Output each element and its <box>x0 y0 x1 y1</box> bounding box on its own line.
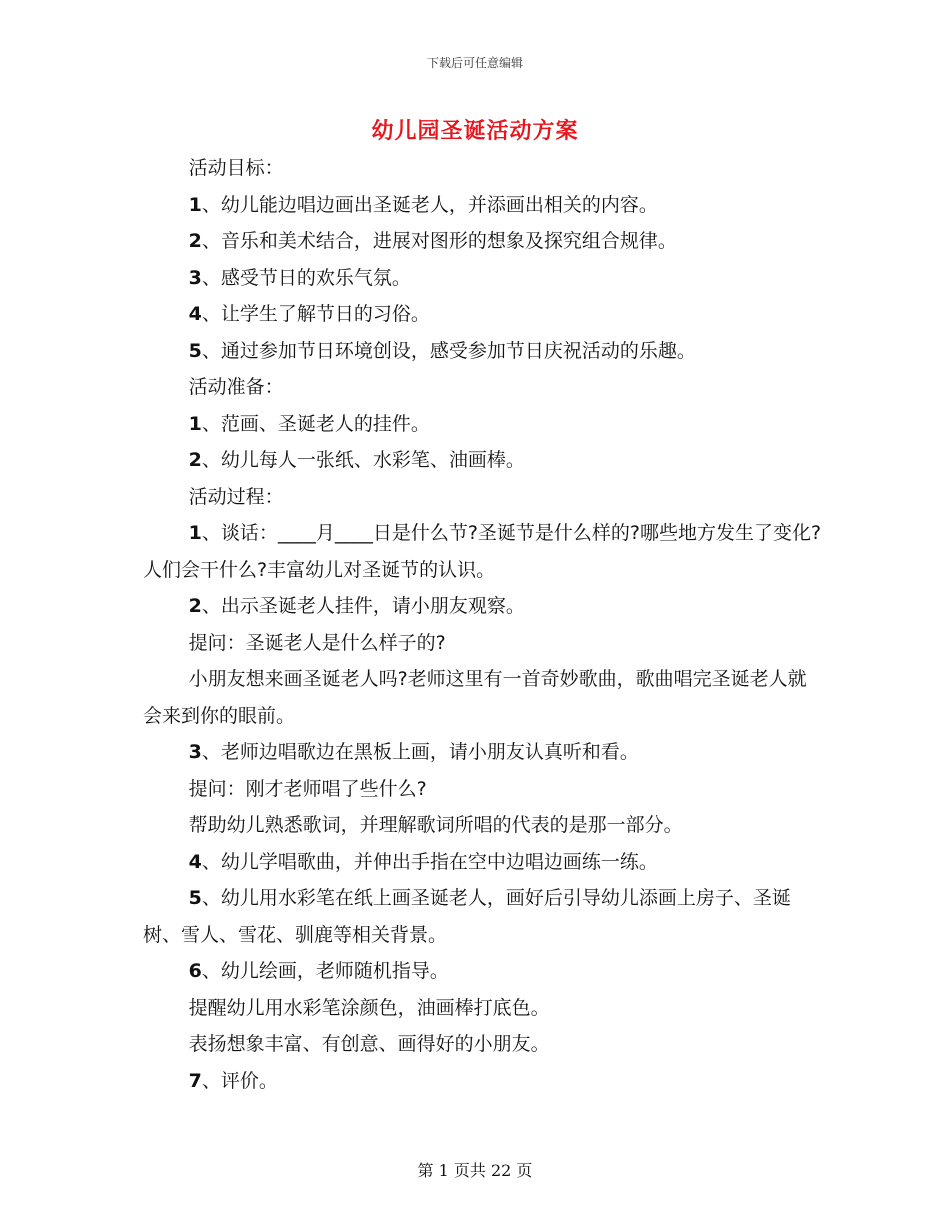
paragraph-text: 、幼儿能边唱边画出圣诞老人，并添画出相关的内容。 <box>201 193 658 216</box>
item-number: 6 <box>188 960 202 982</box>
paragraph <box>143 515 823 588</box>
paragraph-text: 表扬想象丰富、有创意、画得好的小朋友。 <box>188 1033 550 1055</box>
paragraph <box>143 479 823 516</box>
page-header: 下载后可任意编辑 <box>426 56 523 70</box>
paragraph <box>143 333 823 370</box>
paragraph <box>143 661 823 734</box>
paragraph <box>143 734 823 771</box>
paragraph <box>143 187 823 224</box>
paragraph <box>143 807 823 844</box>
paragraph <box>143 990 823 1027</box>
paragraph-text: 提问：圣诞老人是什么样子的? <box>188 631 446 654</box>
paragraph <box>143 150 823 187</box>
item-number: 5 <box>188 887 202 909</box>
item-number: 2 <box>188 595 202 617</box>
item-number: 4 <box>188 850 202 873</box>
paragraph <box>143 1026 823 1063</box>
paragraph <box>143 771 823 808</box>
paragraph <box>143 844 823 881</box>
item-number: 2 <box>188 230 202 252</box>
paragraph-text: 、出示圣诞老人挂件，请小朋友观察。 <box>201 595 525 617</box>
paragraph <box>143 369 823 406</box>
paragraph-text: 、幼儿学唱歌曲，并伸出手指在空中边唱边画练一练。 <box>201 850 658 873</box>
paragraph-text: 、谈话：____月____日是什么节?圣诞节是什么样的?哪些地方发生了变化?人们会干什么?丰富幼儿对圣诞节的认识。 <box>143 522 822 581</box>
document-body <box>143 150 823 1099</box>
paragraph-text: 小朋友想来画圣诞老人吗?老师这里有一首奇妙歌曲，歌曲唱完圣诞老人就会来到你的眼前。 <box>143 668 807 727</box>
paragraph-text: 、幼儿用水彩笔在纸上画圣诞老人，画好后引导幼儿添画上房子、圣诞树、雪人、雪花、驯鹿等相关背景。 <box>143 887 791 946</box>
paragraph <box>143 223 823 260</box>
paragraph <box>143 625 823 662</box>
paragraph-text: 活动准备： <box>188 376 284 398</box>
paragraph-text: 活动目标： <box>188 157 284 179</box>
paragraph-text: 、让学生了解节日的习俗。 <box>201 303 430 325</box>
paragraph-text: 帮助幼儿熟悉歌词，并理解歌词所唱的代表的是那一部分。 <box>188 814 683 836</box>
paragraph-text: 活动过程： <box>188 485 284 508</box>
paragraph-text: 、评价。 <box>201 1069 278 1092</box>
paragraph-text: 、幼儿每人一张纸、水彩笔、油画棒。 <box>201 449 525 471</box>
paragraph <box>143 406 823 443</box>
paragraph-text: 、感受节日的欢乐气氛。 <box>201 266 411 289</box>
item-number: 2 <box>188 449 202 471</box>
item-number: 1 <box>188 522 202 544</box>
paragraph-text: 、通过参加节日环境创设，感受参加节日庆祝活动的乐趣。 <box>201 339 696 362</box>
item-number: 3 <box>188 266 202 289</box>
item-number: 1 <box>188 412 202 435</box>
paragraph-text: 、幼儿绘画，老师随机指导。 <box>201 960 449 982</box>
item-number: 3 <box>188 741 202 763</box>
paragraph <box>143 880 823 953</box>
item-number: 5 <box>188 339 202 362</box>
item-number: 7 <box>188 1069 202 1092</box>
paragraph-text: 提醒幼儿用水彩笔涂颜色，油画棒打底色。 <box>188 996 550 1019</box>
paragraph-text: 提问：刚才老师唱了些什么? <box>188 777 427 800</box>
paragraph <box>143 1063 823 1100</box>
paragraph-text: 、范画、圣诞老人的挂件。 <box>201 412 430 435</box>
document-title: 幼儿园圣诞活动方案 <box>371 119 579 144</box>
paragraph <box>143 442 823 479</box>
paragraph-text: 、音乐和美术结合，进展对图形的想象及探究组合规律。 <box>201 230 677 252</box>
paragraph-text: 、老师边唱歌边在黑板上画，请小朋友认真听和看。 <box>201 741 639 763</box>
paragraph <box>143 588 823 625</box>
item-number: 1 <box>188 193 202 216</box>
paragraph <box>143 296 823 333</box>
paragraph <box>143 953 823 990</box>
item-number: 4 <box>188 303 202 325</box>
paragraph <box>143 260 823 297</box>
page-footer: 第 1 页共 22 页 <box>417 1161 533 1180</box>
